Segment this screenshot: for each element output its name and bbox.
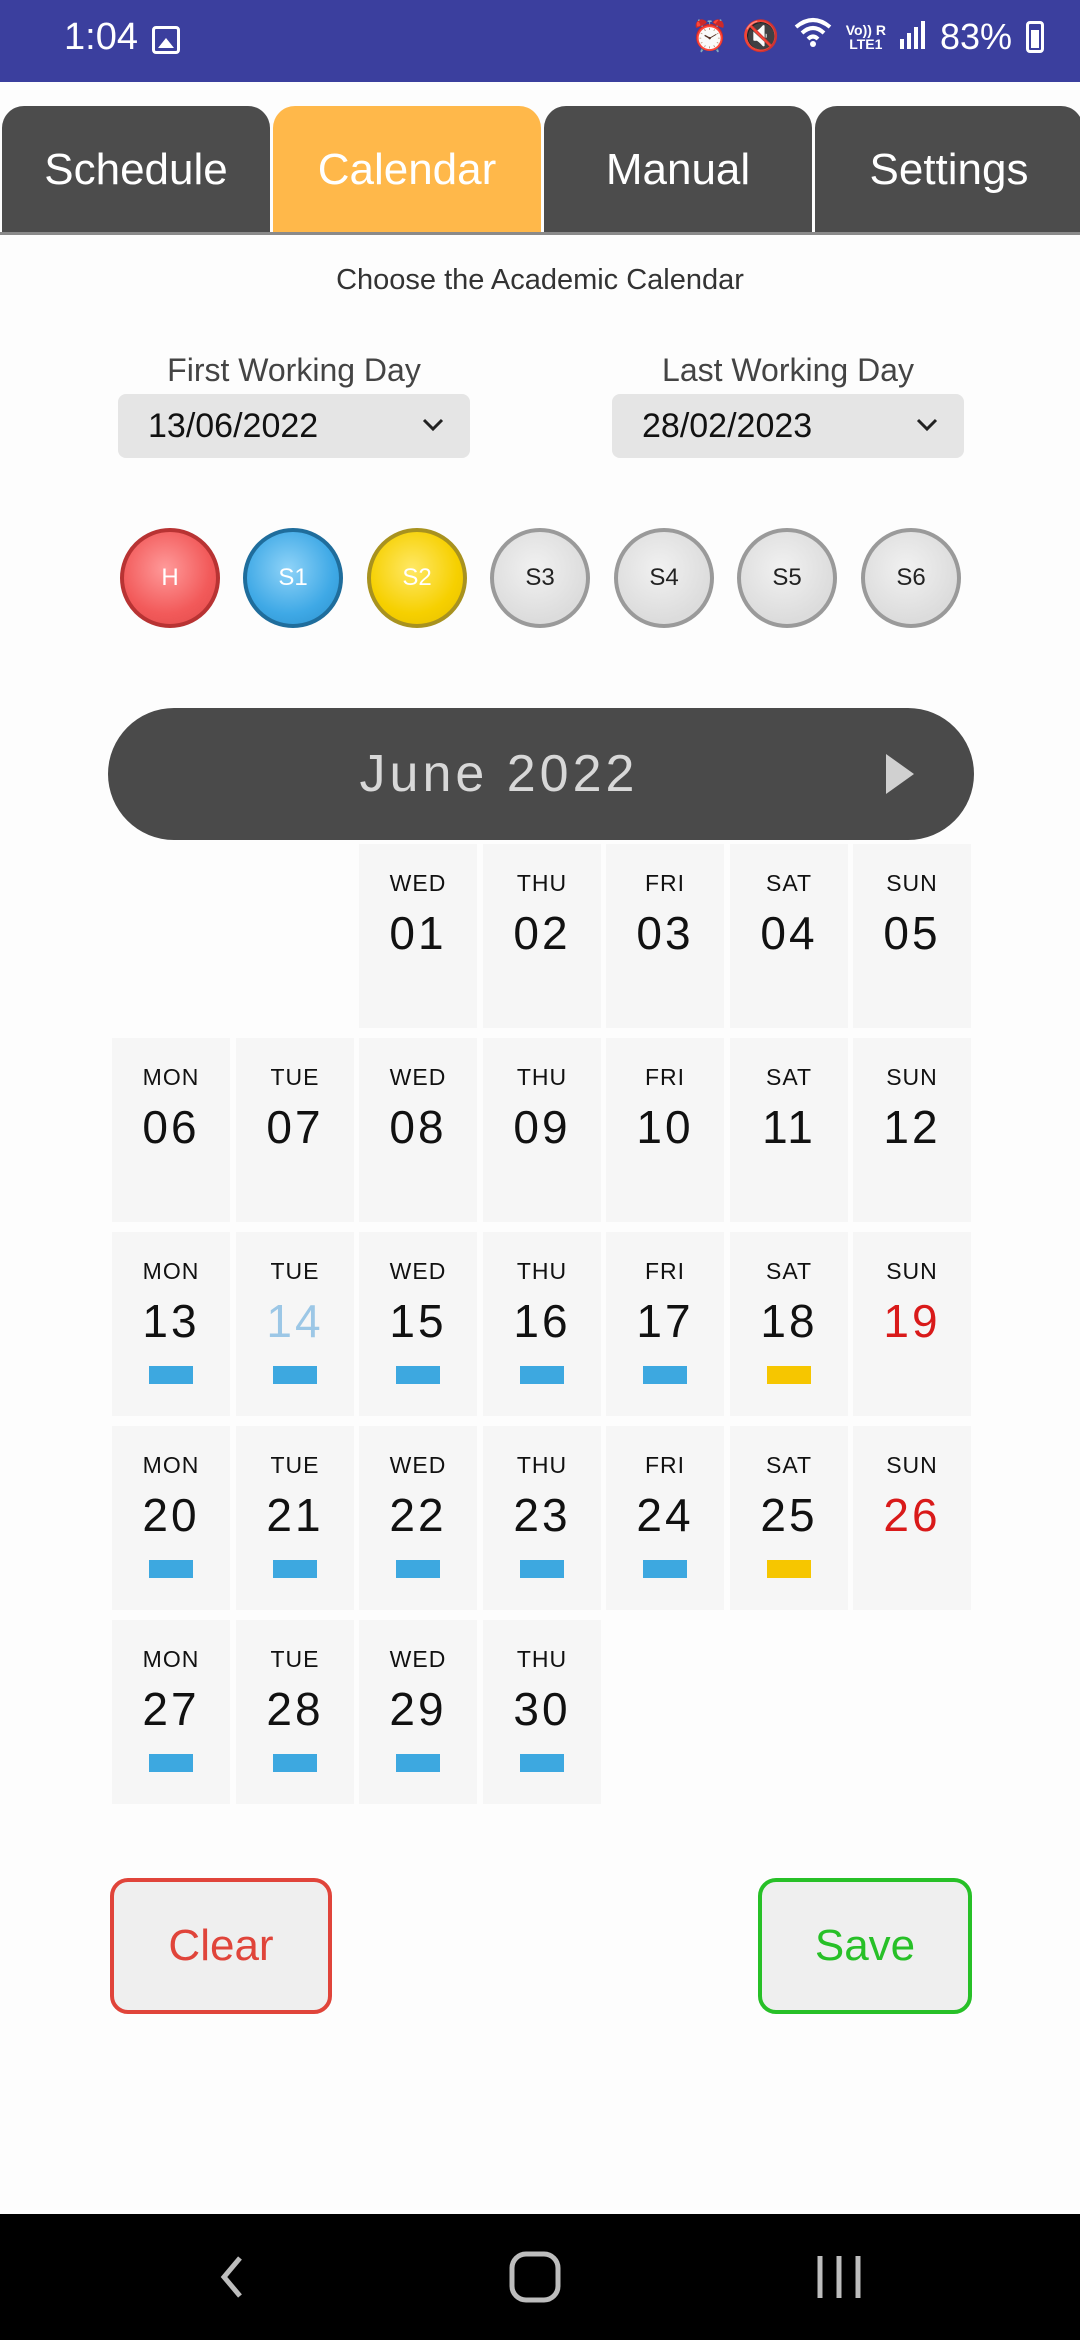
semester-s1-marker xyxy=(396,1754,440,1772)
calendar-day-01[interactable] xyxy=(359,844,477,1028)
day-of-week-label: SAT xyxy=(765,1064,813,1090)
recents-button[interactable] xyxy=(804,2244,874,2310)
day-number: 20 xyxy=(142,1489,200,1541)
calendar-day-08[interactable] xyxy=(359,1038,477,1222)
tab-calendar[interactable]: Calendar xyxy=(273,106,541,234)
day-of-week-label: MON xyxy=(142,1258,200,1284)
day-of-week-label: TUE xyxy=(270,1258,320,1284)
calendar-day-30[interactable] xyxy=(483,1620,601,1804)
day-of-week-label: THU xyxy=(516,1646,568,1672)
home-icon xyxy=(512,2254,558,2300)
calendar-day-04[interactable] xyxy=(730,844,848,1028)
day-of-week-label: FRI xyxy=(644,1258,686,1284)
calendar-day-09[interactable] xyxy=(483,1038,601,1222)
calendar-day-06[interactable] xyxy=(112,1038,230,1222)
back-icon xyxy=(224,2258,240,2296)
play-icon xyxy=(886,754,914,794)
day-number: 22 xyxy=(389,1489,447,1541)
day-number: 18 xyxy=(760,1295,818,1347)
day-of-week-label: THU xyxy=(516,1064,568,1090)
day-number: 12 xyxy=(883,1101,941,1153)
calendar-day-03[interactable] xyxy=(606,844,724,1028)
calendar-day-26[interactable] xyxy=(853,1426,971,1610)
chevron-down-icon xyxy=(416,408,450,442)
day-of-week-label: FRI xyxy=(644,870,686,896)
signal-icon xyxy=(900,16,926,58)
semester-s6-button[interactable]: S6 xyxy=(861,528,961,628)
last-working-day-label: Last Working Day xyxy=(662,352,914,388)
day-number: 26 xyxy=(883,1489,941,1541)
day-number: 23 xyxy=(513,1489,571,1541)
day-of-week-label: SAT xyxy=(765,1452,813,1478)
day-number: 06 xyxy=(142,1101,200,1153)
calendar-day-15[interactable] xyxy=(359,1232,477,1416)
day-number: 01 xyxy=(389,907,447,959)
day-of-week-label: WED xyxy=(389,1452,447,1478)
day-of-week-label: MON xyxy=(142,1646,200,1672)
day-number: 29 xyxy=(389,1683,447,1735)
calendar-day-02[interactable] xyxy=(483,844,601,1028)
semester-s1-marker xyxy=(520,1366,564,1384)
day-of-week-label: FRI xyxy=(644,1064,686,1090)
status-time: 1:04 xyxy=(64,16,138,58)
day-of-week-label: SUN xyxy=(886,1064,938,1090)
day-of-week-label: MON xyxy=(142,1452,200,1478)
calendar-day-19[interactable] xyxy=(853,1232,971,1416)
semester-s1-button[interactable]: S1 xyxy=(243,528,343,628)
day-of-week-label: SUN xyxy=(886,870,938,896)
chevron-down-icon xyxy=(910,408,944,442)
day-of-week-label: WED xyxy=(389,1258,447,1284)
day-number: 08 xyxy=(389,1101,447,1153)
calendar-day-18[interactable] xyxy=(730,1232,848,1416)
day-of-week-label: THU xyxy=(516,1452,568,1478)
day-of-week-label: SUN xyxy=(886,1452,938,1478)
home-button[interactable] xyxy=(500,2244,570,2310)
semester-s1-marker xyxy=(273,1754,317,1772)
first-working-day-select[interactable] xyxy=(118,394,470,458)
semester-s1-marker xyxy=(520,1754,564,1772)
calendar-day-17[interactable] xyxy=(606,1232,724,1416)
battery-icon xyxy=(1026,21,1044,53)
semester-s2-marker xyxy=(767,1366,811,1384)
tab-divider xyxy=(0,232,1080,235)
status-bar xyxy=(0,0,1080,82)
calendar-day-25[interactable] xyxy=(730,1426,848,1610)
day-of-week-label: SAT xyxy=(765,870,813,896)
day-of-week-label: TUE xyxy=(270,1064,320,1090)
semester-s1-marker xyxy=(643,1560,687,1578)
first-working-day-value: 13/06/2022 xyxy=(148,406,319,445)
day-number: 19 xyxy=(883,1295,941,1347)
calendar-day-14[interactable] xyxy=(236,1232,354,1416)
semester-s1-marker xyxy=(273,1560,317,1578)
day-number: 13 xyxy=(142,1295,200,1347)
day-number: 24 xyxy=(636,1489,694,1541)
status-icons xyxy=(691,16,1044,58)
battery-percent: 83% xyxy=(939,16,1012,57)
semester-s1-marker xyxy=(149,1366,193,1384)
semester-s5-button[interactable]: S5 xyxy=(737,528,837,628)
day-number: 14 xyxy=(266,1295,324,1347)
semester-h-button[interactable]: H xyxy=(120,528,220,628)
semester-s1-marker xyxy=(643,1366,687,1384)
calendar-day-12[interactable] xyxy=(853,1038,971,1222)
semester-s2-button[interactable]: S2 xyxy=(367,528,467,628)
day-number: 09 xyxy=(513,1101,571,1153)
day-number: 16 xyxy=(513,1295,571,1347)
day-of-week-label: SAT xyxy=(765,1258,813,1284)
wifi-icon xyxy=(794,16,832,58)
last-working-day-select[interactable] xyxy=(612,394,964,458)
month-label: June 2022 xyxy=(359,745,639,803)
calendar-day-24[interactable] xyxy=(606,1426,724,1610)
day-number: 10 xyxy=(636,1101,694,1153)
day-number: 15 xyxy=(389,1295,447,1347)
day-number: 28 xyxy=(266,1683,324,1735)
calendar-day-13[interactable] xyxy=(112,1232,230,1416)
tab-schedule[interactable]: Schedule xyxy=(2,106,270,234)
semester-s1-marker xyxy=(149,1560,193,1578)
save-button[interactable]: Save xyxy=(758,1878,972,2014)
tab-bar xyxy=(0,106,1080,234)
semester-s2-marker xyxy=(767,1560,811,1578)
semester-s1-marker xyxy=(520,1560,564,1578)
day-of-week-label: THU xyxy=(516,870,568,896)
next-month-button[interactable] xyxy=(872,748,924,800)
calendar-day-23[interactable] xyxy=(483,1426,601,1610)
semester-s3-button[interactable]: S3 xyxy=(490,528,590,628)
calendar-day-21[interactable] xyxy=(236,1426,354,1610)
day-of-week-label: MON xyxy=(142,1064,200,1090)
day-number: 02 xyxy=(513,907,571,959)
image-icon xyxy=(152,26,180,54)
semester-s1-marker xyxy=(396,1366,440,1384)
day-number: 05 xyxy=(883,907,941,959)
day-of-week-label: WED xyxy=(389,1646,447,1672)
calendar-day-28[interactable] xyxy=(236,1620,354,1804)
day-of-week-label: TUE xyxy=(270,1646,320,1672)
recents-icon xyxy=(820,2256,858,2298)
calendar-day-20[interactable] xyxy=(112,1426,230,1610)
volte-icon: Vo)) R LTE1 xyxy=(845,22,886,52)
day-number: 25 xyxy=(760,1489,818,1541)
mute-icon: 🔇 xyxy=(742,20,780,53)
alarm-icon: ⏰ xyxy=(691,20,729,53)
calendar-day-29[interactable] xyxy=(359,1620,477,1804)
first-working-day-label: First Working Day xyxy=(167,352,421,388)
semester-s4-button[interactable]: S4 xyxy=(614,528,714,628)
calendar-day-07[interactable] xyxy=(236,1038,354,1222)
calendar-day-22[interactable] xyxy=(359,1426,477,1610)
calendar-day-05[interactable] xyxy=(853,844,971,1028)
last-working-day-value: 28/02/2023 xyxy=(642,406,813,445)
semester-s1-marker xyxy=(149,1754,193,1772)
day-of-week-label: SUN xyxy=(886,1258,938,1284)
day-number: 07 xyxy=(266,1101,324,1153)
day-of-week-label: FRI xyxy=(644,1452,686,1478)
day-number: 03 xyxy=(636,907,694,959)
clear-button[interactable]: Clear xyxy=(110,1878,332,2014)
day-number: 30 xyxy=(513,1683,571,1735)
calendar-day-16[interactable] xyxy=(483,1232,601,1416)
month-header xyxy=(108,708,974,840)
day-of-week-label: WED xyxy=(389,870,447,896)
day-number: 21 xyxy=(266,1489,324,1541)
calendar-day-10[interactable] xyxy=(606,1038,724,1222)
back-button[interactable] xyxy=(198,2244,268,2310)
day-of-week-label: WED xyxy=(389,1064,447,1090)
semester-s1-marker xyxy=(273,1366,317,1384)
calendar-day-27[interactable] xyxy=(112,1620,230,1804)
tab-manual[interactable]: Manual xyxy=(544,106,812,234)
tab-settings[interactable]: Settings xyxy=(815,106,1080,234)
page-subtitle: Choose the Academic Calendar xyxy=(336,264,744,296)
calendar-day-11[interactable] xyxy=(730,1038,848,1222)
day-of-week-label: THU xyxy=(516,1258,568,1284)
semester-s1-marker xyxy=(396,1560,440,1578)
day-number: 17 xyxy=(636,1295,694,1347)
day-number: 27 xyxy=(142,1683,200,1735)
day-number: 04 xyxy=(760,907,818,959)
day-number: 11 xyxy=(762,1101,816,1153)
navigation-bar xyxy=(0,2214,1080,2340)
day-of-week-label: TUE xyxy=(270,1452,320,1478)
